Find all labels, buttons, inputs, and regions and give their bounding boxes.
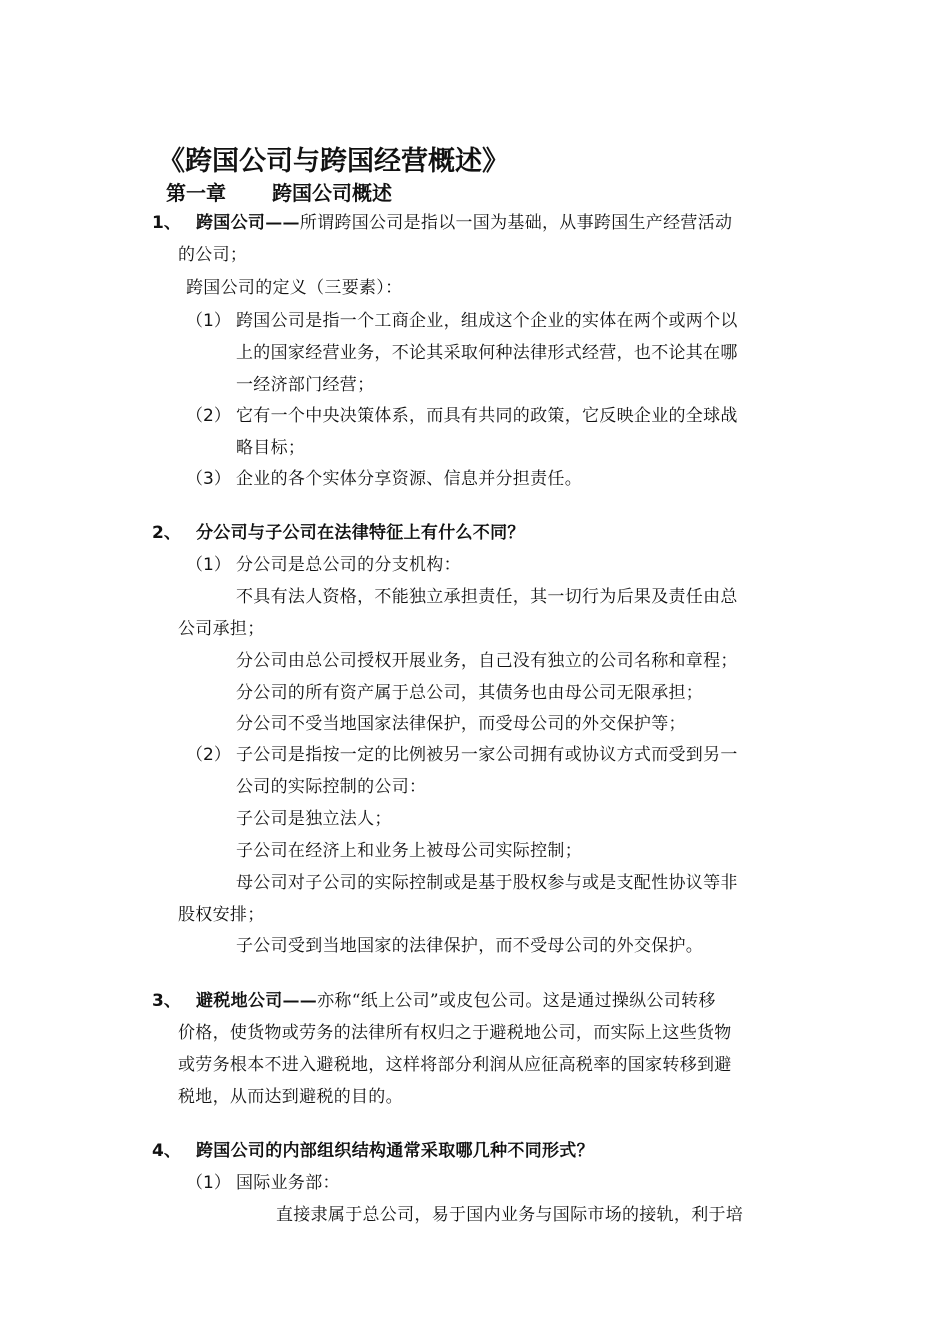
def-item-2-number: （2） [186, 406, 231, 426]
section-3-line: 或劳务根本不进入避税地，这样将部分利润从应征高税率的国家转移到避 [178, 1055, 732, 1075]
s2-item-2-line: 股权安排； [178, 905, 265, 925]
s2-item-2-line: 母公司对子公司的实际控制或是基于股权参与或是支配性协议等非 [236, 873, 738, 893]
s2-item-1-number: （1） [186, 555, 231, 575]
s2-item-1-line: 不具有法人资格，不能独立承担责任，其一切行为后果及责任由总 [236, 587, 738, 607]
section-4-number: 4、 [152, 1141, 181, 1161]
s2-item-1-line: 分公司不受当地国家法律保护，而受母公司的外交保护等； [236, 714, 686, 734]
def-item-1-line: 跨国公司是指一个工商企业，组成这个企业的实体在两个或两个以 [236, 311, 738, 331]
def-item-1-number: （1） [186, 311, 231, 331]
section-3-text-1: 亦称“纸上公司”或皮包公司。这是通过操纵公司转移 [317, 991, 716, 1011]
section-3-line: 税地，从而达到避税的目的。 [178, 1087, 403, 1107]
s2-item-1-head: 分公司是总公司的分支机构： [236, 555, 461, 575]
definition-heading: 跨国公司的定义（三要素）： [186, 278, 403, 298]
s2-item-2-head: 子公司是指按一定的比例被另一家公司拥有或协议方式而受到另一 [236, 745, 738, 765]
s2-item-2-line: 子公司在经济上和业务上被母公司实际控制； [236, 841, 582, 861]
section-1-text-1: 所谓跨国公司是指以一国为基础，从事跨国生产经营活动 [299, 213, 733, 233]
section-3-line: 价格，使货物或劳务的法律所有权归之于避税地公司，而实际上这些货物 [178, 1023, 732, 1043]
def-item-3-number: （3） [186, 469, 231, 489]
def-item-3-line: 企业的各个实体分享资源、信息并分担责任。 [236, 469, 582, 489]
section-3-number: 3、 [152, 991, 181, 1011]
s2-item-1-line: 分公司由总公司授权开展业务，自己没有独立的公司名称和章程； [236, 651, 738, 671]
section-2-number: 2、 [152, 523, 181, 543]
s2-item-1-line: 公司承担； [178, 619, 265, 639]
def-item-2-line: 它有一个中央决策体系，而具有共同的政策，它反映企业的全球战 [236, 406, 738, 426]
s2-item-2-line: 公司的实际控制的公司： [236, 777, 427, 797]
chapter-label: 第一章 [166, 181, 226, 205]
def-item-1-line: 一经济部门经营； [236, 375, 375, 395]
s2-item-2-line: 子公司是独立法人； [236, 809, 392, 829]
def-item-1-line: 上的国家经营业务，不论其采取何种法律形式经营，也不论其在哪 [236, 343, 738, 363]
section-1-term: 跨国公司 [196, 213, 266, 233]
s2-item-2-number: （2） [186, 745, 231, 765]
section-3-dash: —— [282, 991, 318, 1011]
section-3-term: 避税地公司 [196, 991, 283, 1011]
section-4-heading: 跨国公司的内部组织结构通常采取哪几种不同形式？ [196, 1141, 594, 1161]
section-1-line-1 [196, 212, 732, 234]
document-title: 《跨国公司与跨国经营概述》 [158, 146, 509, 177]
s2-item-2-line: 子公司受到当地国家的法律保护，而不受母公司的外交保护。 [236, 936, 704, 956]
chapter-name: 跨国公司概述 [272, 181, 392, 205]
chapter-heading [166, 180, 392, 206]
section-1-line-2: 的公司； [178, 245, 248, 265]
s2-item-1-line: 分公司的所有资产属于总公司，其债务也由母公司无限承担； [236, 683, 704, 703]
s4-item-1-head: 国际业务部： [236, 1173, 340, 1193]
section-1-dash: —— [265, 213, 300, 233]
section-2-heading: 分公司与子公司在法律特征上有什么不同？ [196, 523, 525, 543]
s4-item-1-line: 直接隶属于总公司，易于国内业务与国际市场的接轨，利于培 [276, 1205, 744, 1225]
s4-item-1-number: （1） [186, 1173, 231, 1193]
def-item-2-line: 略目标； [236, 438, 306, 458]
section-1-number: 1、 [152, 213, 181, 233]
section-3-line-1 [196, 990, 716, 1012]
